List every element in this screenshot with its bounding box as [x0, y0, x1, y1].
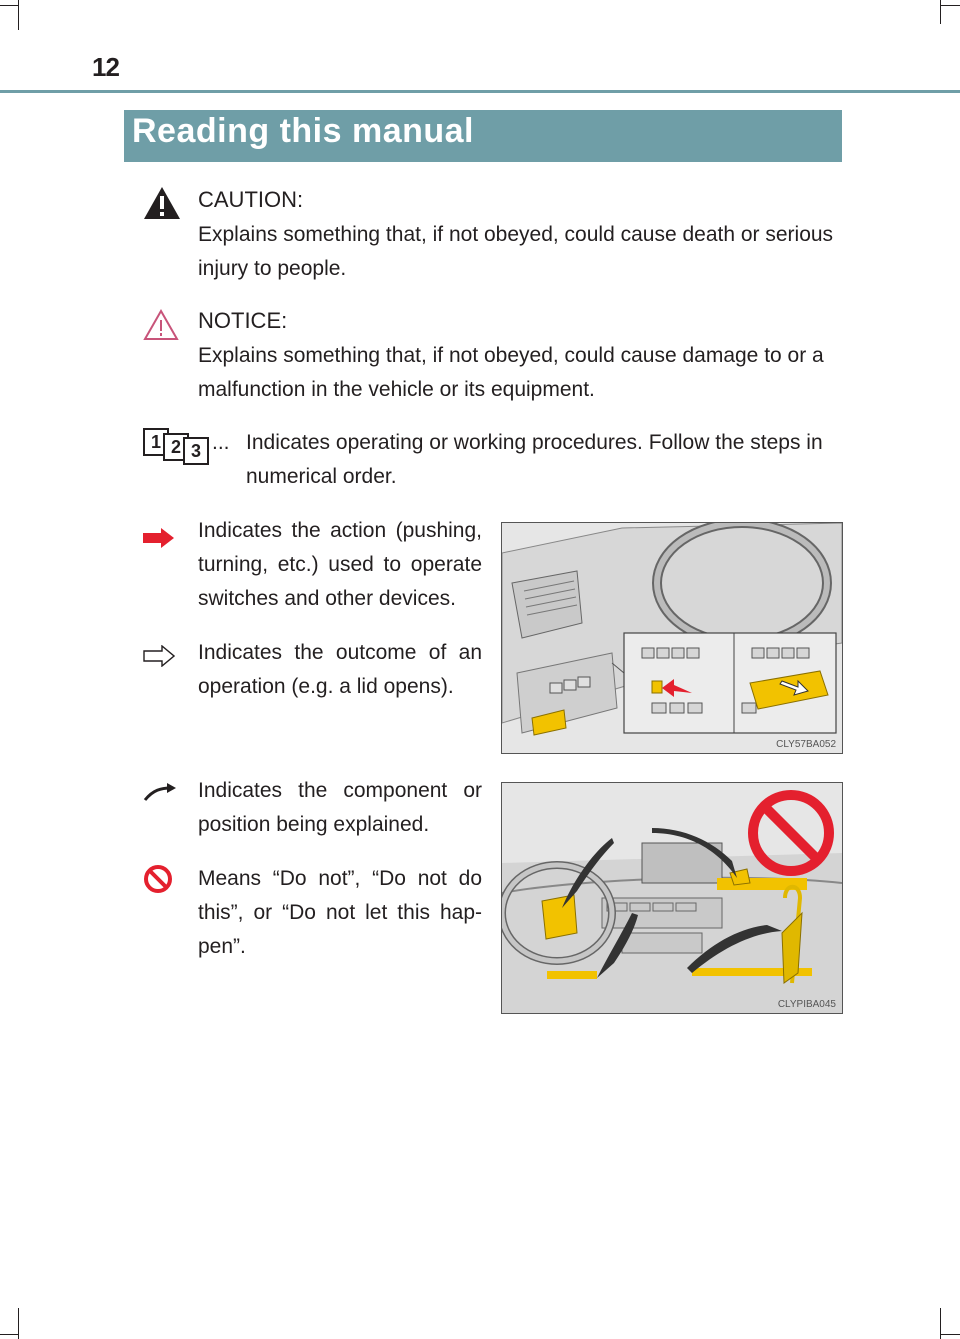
- prohibition-icon: [143, 864, 173, 894]
- action-text: Indicates the action (pushing, turning, etc.) used to operate switches and other devices.: [198, 519, 482, 610]
- notice-triangle-icon: [143, 309, 179, 341]
- crop-mark: [0, 1334, 18, 1335]
- crop-mark: [18, 1308, 19, 1339]
- dashboard-illustration: [502, 523, 842, 753]
- caution-label: CAUTION:: [198, 187, 304, 212]
- steps-text: Indicates operating or working procedures. Follow the steps in numerical order.: [246, 431, 823, 488]
- outline-arrow-icon: [143, 645, 175, 667]
- caution-triangle-icon: [143, 186, 181, 220]
- header-rule: [0, 90, 960, 93]
- page-number: 12: [92, 52, 119, 82]
- step-number-box: 2: [163, 433, 189, 461]
- switch-operation-figure: [501, 522, 843, 754]
- crop-mark: [0, 5, 18, 6]
- interior-illustration: [502, 783, 842, 1013]
- crop-mark: [941, 1334, 960, 1335]
- steps-ellipsis: ...: [212, 431, 230, 454]
- step-number-box: 3: [183, 437, 209, 465]
- step-number-box: 1: [143, 428, 169, 456]
- outcome-text: Indicates the outcome of an operation (e.g. a lid opens).: [198, 641, 482, 698]
- notice-label: NOTICE:: [198, 308, 288, 333]
- component-text: Indicates the component or position being explained.: [198, 779, 482, 836]
- figure-code: CLY57BA052: [776, 739, 836, 750]
- crop-mark: [941, 5, 960, 6]
- red-action-arrow-icon: [143, 528, 175, 548]
- notice-text: Explains something that, if not obeyed, could cause damage to or a malfunction in the vehicle or its equipment.: [198, 344, 824, 401]
- section-title: Reading this manual: [132, 112, 474, 150]
- step-numbers-icon: [143, 428, 213, 462]
- figure-code: CLYPIBA045: [777, 999, 836, 1010]
- donot-text: Means “Do not”, “Do not do this”, or “Do not let this hap-pen”.: [198, 867, 482, 958]
- crop-mark: [940, 0, 941, 24]
- prohibited-action-figure: [501, 782, 843, 1014]
- pointer-arrow-icon: [143, 782, 177, 802]
- caution-text: Explains something that, if not obeyed, could cause death or serious injury to people.: [198, 223, 834, 280]
- crop-mark: [18, 0, 19, 30]
